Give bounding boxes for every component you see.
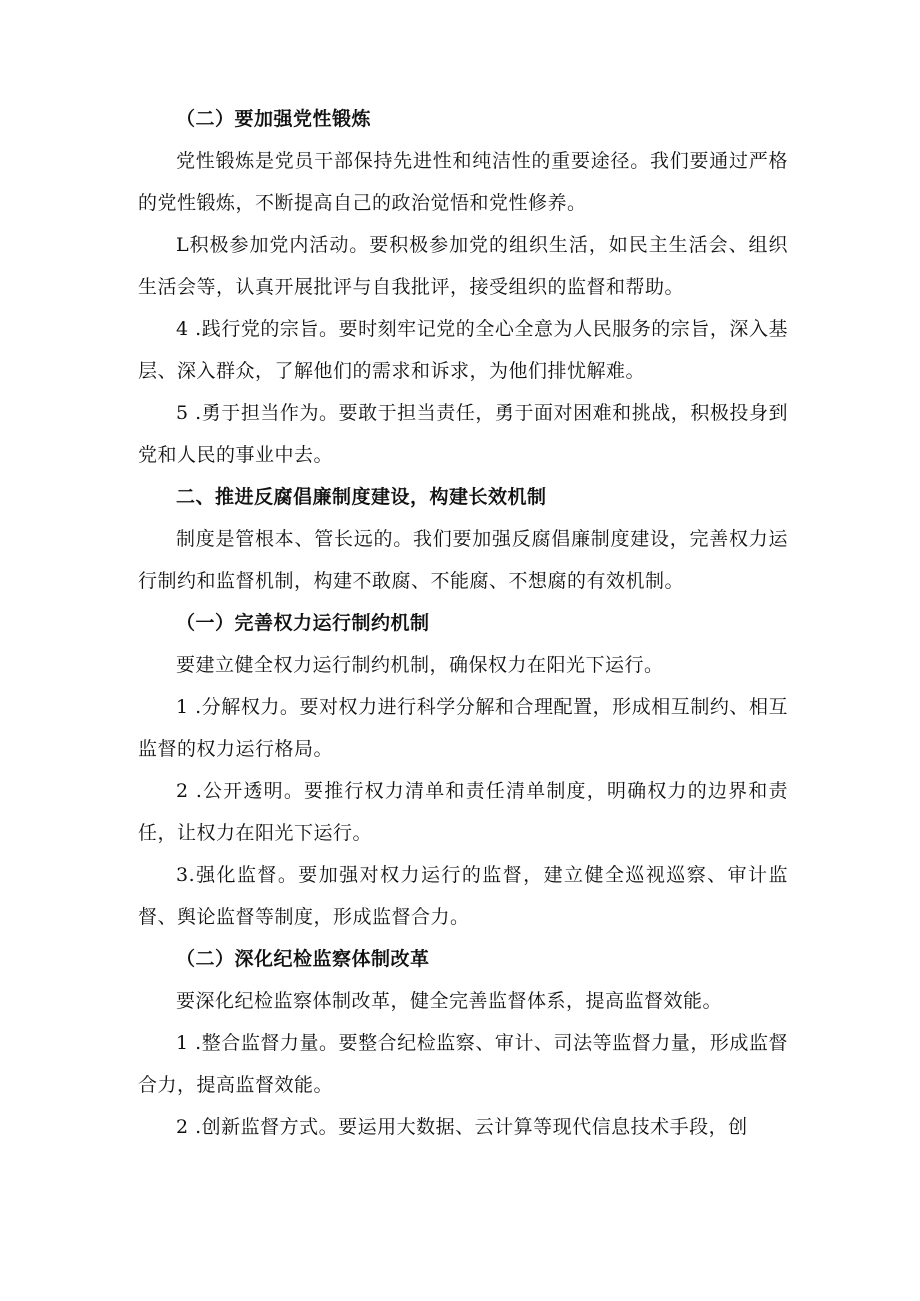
paragraph: 要建立健全权力运行制约机制，确保权力在阳光下运行。 (176, 654, 664, 676)
paragraph: 制度是管根本、管长远的。我们要加强反腐倡廉制度建设，完善权力运行制约和监督机制，构建不敢腐、不能腐、不想腐的有效机制。 (138, 528, 788, 592)
part-heading: 二、推进反腐倡廉制度建设，构建长效机制 (176, 486, 547, 508)
subsection-heading: （二）深化纪检监察体制改革 (176, 948, 430, 970)
section-heading: （二）要加强党性锻炼 (176, 108, 372, 130)
list-item: 2 .创新监督方式。要运用大数据、云计算等现代信息技术手段，创 (176, 1116, 748, 1138)
list-item: 2 .公开透明。要推行权力清单和责任清单制度，明确权力的边界和责任，让权力在阳光下运行。 (138, 780, 788, 844)
document-body (138, 98, 788, 1148)
subsection-heading: （一）完善权力运行制约机制 (176, 612, 430, 634)
list-item: 5 .勇于担当作为。要敢于担当责任，勇于面对困难和挑战，积极投身到党和人民的事业中去。 (138, 402, 788, 466)
list-item: 4 .践行党的宗旨。要时刻牢记党的全心全意为人民服务的宗旨，深入基层、深入群众，了解他们的需求和诉求，为他们排忧解难。 (138, 318, 788, 382)
list-item: L积极参加党内活动。要积极参加党的组织生活，如民主生活会、组织生活会等，认真开展批评与自我批评，接受组织的监督和帮助。 (138, 234, 788, 298)
list-item: 3.强化监督。要加强对权力运行的监督，建立健全巡视巡察、审计监督、舆论监督等制度，形成监督合力。 (138, 864, 788, 928)
paragraph: 党性锻炼是党员干部保持先进性和纯洁性的重要途径。我们要通过严格的党性锻炼，不断提高自己的政治觉悟和党性修养。 (138, 150, 788, 214)
paragraph: 要深化纪检监察体制改革，健全完善监督体系，提高监督效能。 (176, 990, 723, 1012)
list-item: 1 .整合监督力量。要整合纪检监察、审计、司法等监督力量，形成监督合力，提高监督效能。 (138, 1032, 788, 1096)
list-item: 1 .分解权力。要对权力进行科学分解和合理配置，形成相互制约、相互监督的权力运行格局。 (138, 696, 788, 760)
